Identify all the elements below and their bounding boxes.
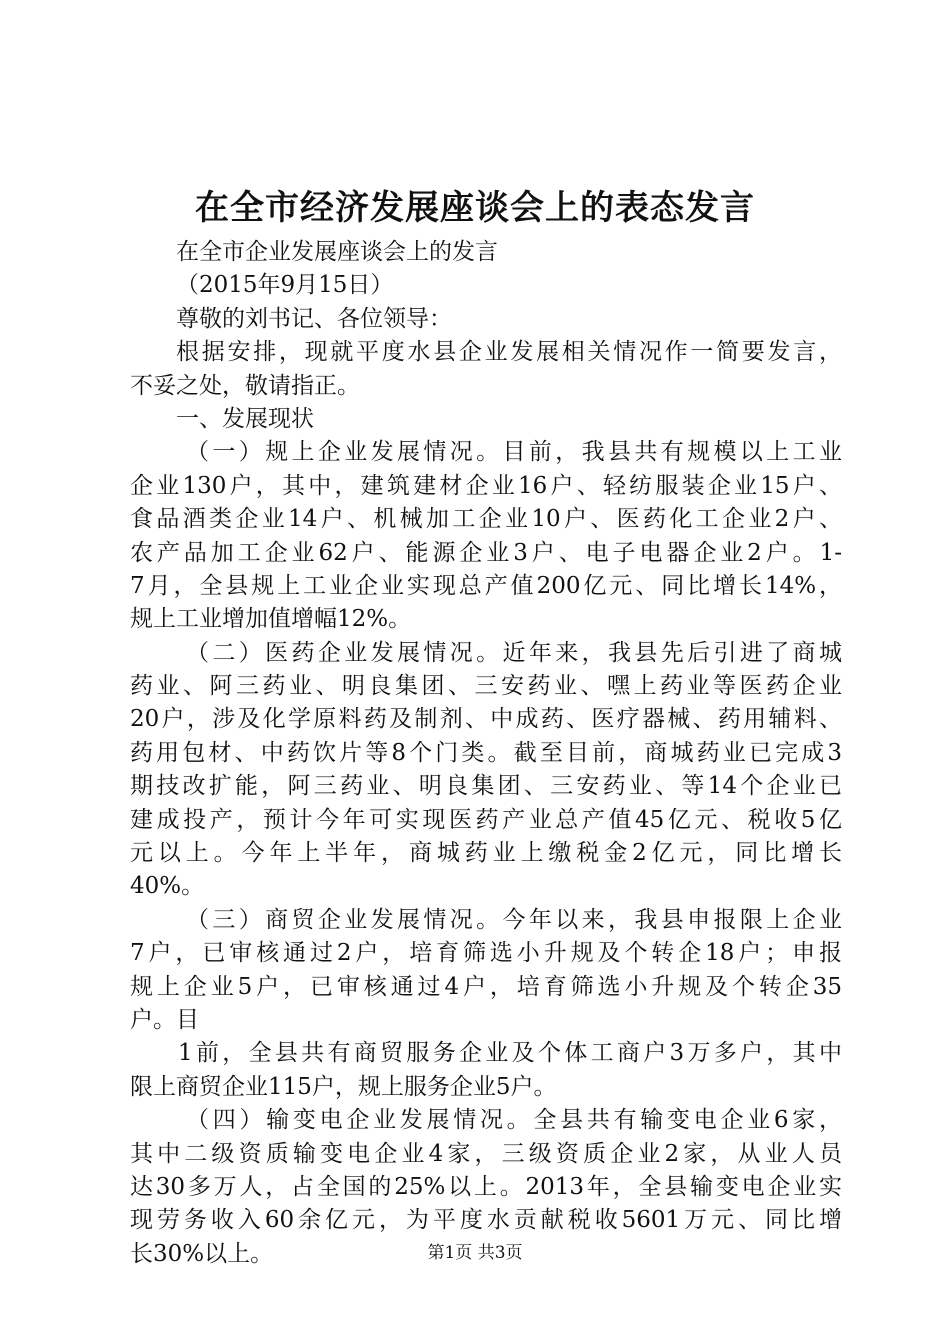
- paragraph-line: （一）规上企业发展情况。目前，我县共有规模以上工业: [186, 439, 842, 466]
- paragraph-line: 户。目: [130, 1006, 199, 1033]
- paragraph-line: 长30%以上。: [130, 1240, 274, 1267]
- paragraph-line: 达30多万人，占全国的25%以上。2013年，全县输变电企业实: [130, 1173, 842, 1200]
- paragraph-line: 40%。: [130, 873, 205, 900]
- paragraph-line: 规上企业5户，已审核通过4户，培育筛选小升规及个转企35: [130, 973, 842, 1000]
- paragraph-line: 20户，涉及化学原料药及制剂、中成药、医疗器械、药用辅料、: [130, 706, 842, 733]
- paragraph-line: 元以上。今年上半年，商城药业上缴税金2亿元，同比增长: [130, 840, 842, 867]
- paragraph-line: 企业130户，其中，建筑建材企业16户、轻纺服装企业15户、: [130, 472, 842, 499]
- document-title: 在全市经济发展座谈会上的表态发言: [195, 188, 755, 228]
- paragraph-line: （四）输变电企业发展情况。全县共有输变电企业6家，: [186, 1107, 842, 1134]
- salutation-line: 尊敬的刘书记、各位领导：: [176, 305, 452, 332]
- paragraph-line: 根据安排，现就平度水县企业发展相关情况作一简要发言，: [176, 339, 842, 366]
- paragraph-line: （三）商贸企业发展情况。今年以来，我县申报限上企业: [186, 906, 842, 933]
- paragraph-line: 不妥之处，敬请指正。: [130, 372, 360, 399]
- paragraph-line: 药用包材、中药饮片等8个门类。截至目前，商城药业已完成3: [130, 739, 842, 766]
- paragraph-line: 现劳务收入60余亿元，为平度水贡献税收5601万元、同比增: [130, 1207, 842, 1234]
- paragraph-line: 7月，全县规上工业企业实现总产值200亿元、同比增长14%，: [130, 572, 842, 599]
- subtitle-line: 在全市企业发展座谈会上的发言: [176, 239, 498, 265]
- paragraph-line: 农产品加工企业62户、能源企业3户、电子电器企业2户。1-: [130, 539, 842, 566]
- paragraph-line: 限上商贸企业115户，规上服务企业5户。: [130, 1073, 557, 1100]
- paragraph-line: 其中二级资质输变电企业4家，三级资质企业2家，从业人员: [130, 1140, 842, 1167]
- section-heading: 一、发展现状: [176, 405, 314, 432]
- document-body: [130, 236, 842, 1271]
- paragraph-line: （二）医药企业发展情况。近年来，我县先后引进了商城: [186, 639, 842, 666]
- paragraph-line: 7户，已审核通过2户，培育筛选小升规及个转企18户；申报: [130, 940, 842, 967]
- paragraph-line: 期技改扩能，阿三药业、明良集团、三安药业、等14个企业已: [130, 773, 842, 800]
- page-footer: 第1页 共3页: [427, 1243, 523, 1263]
- paragraph-line: 规上工业增加值增幅12%。: [130, 606, 412, 633]
- date-line: （2015年9月15日）: [176, 272, 394, 299]
- paragraph-line: 1前，全县共有商贸服务企业及个体工商户3万多户，其中: [178, 1040, 842, 1067]
- paragraph-line: 建成投产，预计今年可实现医药产业总产值45亿元、税收5亿: [130, 806, 842, 833]
- paragraph-line: 药业、阿三药业、明良集团、三安药业、嘿上药业等医药企业: [130, 673, 842, 700]
- paragraph-line: 食品酒类企业14户、机械加工企业10户、医药化工企业2户、: [130, 506, 842, 533]
